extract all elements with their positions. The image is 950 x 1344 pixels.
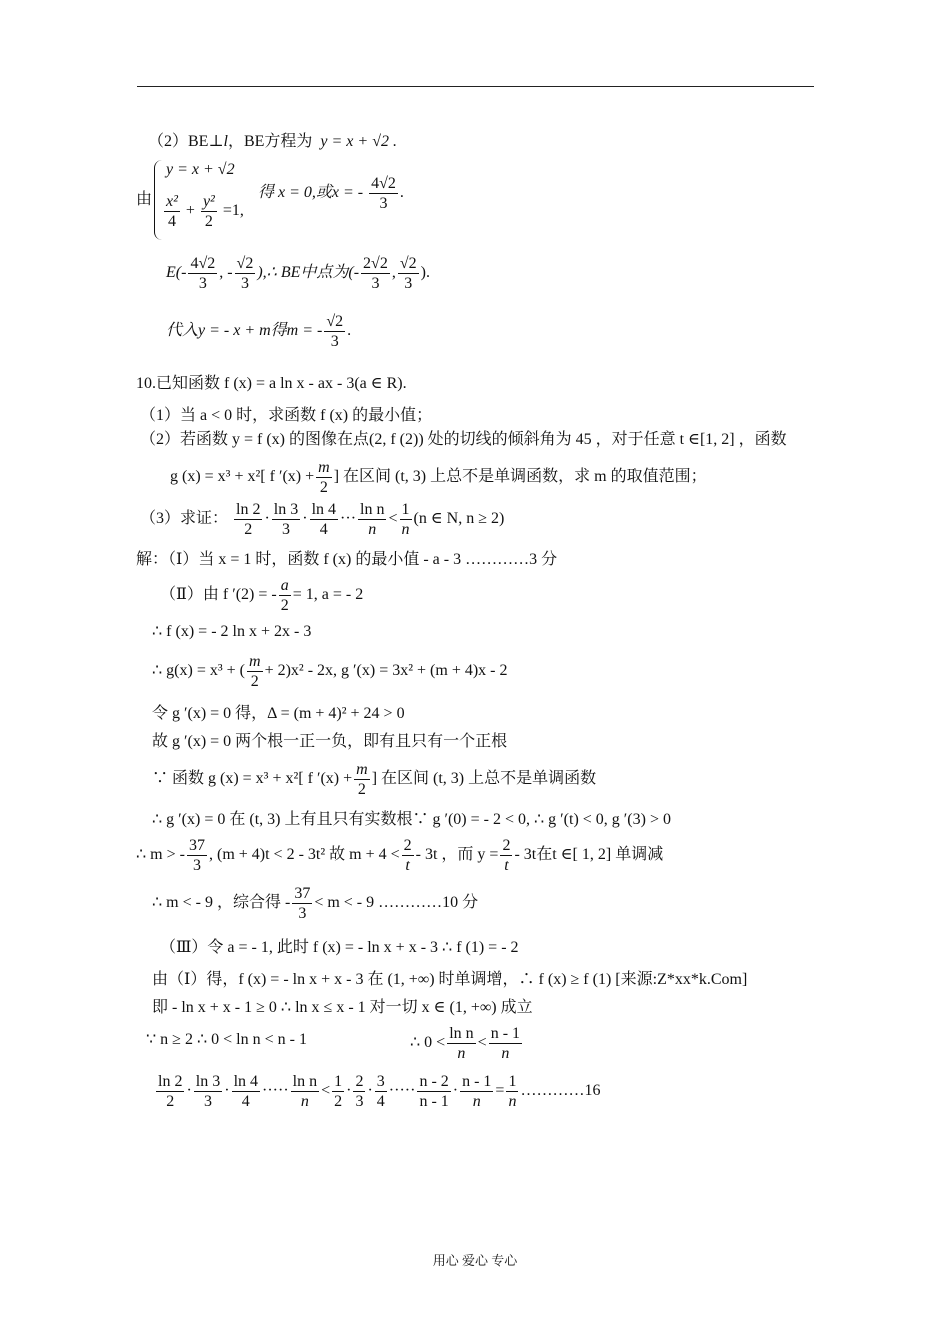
text-line: 故 g ′(x) = 0 两个根一正一负，即有且只有一个正根 [152, 733, 508, 750]
fraction: $\frac{2}{t}$ [403, 837, 412, 874]
fraction: $\frac{\text{ln n}}{n}$ [360, 501, 385, 538]
fraction: $\frac{37}{3}$ [188, 837, 205, 874]
formula-line: ∵ n ≥ 2 ∴ 0 < ln n < n - 1 [146, 1031, 307, 1048]
fraction: $\frac{m}{2}$ [249, 653, 261, 690]
system-eq-1 [166, 160, 235, 180]
problem-part-2-cont: g (x) = x³ + x²[ f ′(x) + $\frac{m}{2}$ ] 在区间 (t, 3) 上总不是单调函数，求 m 的取值范围； [170, 459, 707, 496]
fraction: $\frac{1}{n}$ [401, 501, 410, 538]
fraction: $\frac{n - 2}{n - 1}$ [419, 1073, 449, 1110]
text: 由 [136, 191, 153, 208]
fraction: $\frac{√2}{3}$ [399, 255, 417, 292]
formula-line: ∴ m > - $\frac{37}{3}$ , (m + 4)t < 2 - 3t² 故 m + 4 < $\frac{2}{t}$ - 3t ，而 y = $\frac{2}{t}$ - 3t在t ∈[ 1, 2] 单调减 [136, 837, 664, 874]
fraction: $\frac{3}{4}$ [376, 1073, 385, 1110]
formula-line: ∴ f (x) = - 2 ln x + 2x - 3 [152, 623, 312, 640]
formula: 得 x = 0,或x = - [258, 184, 364, 202]
fraction: $\frac{2√2}{3}$ [363, 255, 388, 292]
solution-part-2: （Ⅱ）由 f ′(2) = - $\frac{a}{2}$ = 1, a = - 2 [160, 577, 364, 614]
formula-line: ∴ m < - 9 ，综合得 - $\frac{37}{3}$ < m < - 9 …………10 分 [152, 885, 479, 922]
fraction: $\frac{√2}{3}$ [236, 255, 254, 292]
fraction: $\frac{4√2}{3}$ [371, 175, 396, 212]
text: + [185, 202, 195, 220]
final-inequality: $\frac{\ln 2}{2}$ · $\frac{\ln 3}{3}$ · $\frac{\ln 4}{4}$ ····· $\frac{\text{ln n}}{n}$ < $\frac{1}{2}$ · $\frac{2}{3}$ · $\frac{3}{4}$ ····· $\frac{n - 2}{n - 1}$ · $\frac{n - 1}{n}$ = $\frac{1}{n}$ …………16 [158, 1073, 601, 1110]
solution-part-1: 解：（Ⅰ）当 x = 1 时，函数 f (x) 的最小值 - a - 3 …………3 分 [136, 551, 558, 568]
formula: y = x + √2 . [320, 133, 397, 150]
text: ，BE方程为 [227, 133, 313, 150]
text: =1, [222, 202, 244, 220]
formula: y = x + √2 [166, 161, 235, 178]
fraction: $\frac{a}{2}$ [280, 577, 289, 614]
problem-part-2: （2）若函数 y = f (x) 的图像在点(2, f (2)) 处的切线的倾斜角为 45 ，对于任意 t ∈[1, 2] ，函数 [140, 431, 787, 448]
fraction: $\frac{\ln 4}{4}$ [311, 501, 337, 538]
formula-line: ∴ 0 < $\frac{\text{ln n}}{n}$ < $\frac{n - 1}{n}$ [410, 1025, 521, 1062]
fraction: $\frac{\text{y²}}{2}$ [202, 193, 215, 230]
formula-line: 令 g ′(x) = 0 得，Δ = (m + 4)² + 24 > 0 [152, 705, 405, 722]
solution-part-3: （Ⅲ）令 a = - 1, 此时 f (x) = - ln x + x - 3 ∴ f (1) = - 2 [160, 939, 519, 956]
formula-line: 由（Ⅰ）得，f (x) = - ln x + x - 3 在 (1, +∞) 时单调增，∴ f (x) ≥ f (1) [来源:Z*xx*k.Com] [152, 971, 748, 988]
formula-line: ∴ g ′(x) = 0 在 (t, 3) 上有且只有实数根∵ g ′(0) = - 2 < 0, ∴ g ′(t) < 0, g ′(3) > 0 [152, 811, 671, 828]
fraction: $\frac{\ln 2}{2}$ [236, 501, 261, 538]
formula-line: ∴ g(x) = x³ + ( $\frac{m}{2}$ + 2)x² - 2x, g ′(x) = 3x² + (m + 4)x - 2 [152, 653, 508, 690]
fraction: $\frac{1}{2}$ [334, 1073, 343, 1110]
fraction: $\frac{\ln 3}{3}$ [195, 1073, 221, 1110]
fraction: $\frac{1}{n}$ [508, 1073, 517, 1110]
fraction: $\frac{\text{ln n}}{n}$ [292, 1073, 318, 1110]
fraction: $\frac{\text{ln n}}{n}$ [449, 1025, 474, 1062]
page-footer: 用心 爱心 专心 [432, 1253, 518, 1268]
problem-part-1: （1）当 a < 0 时，求函数 f (x) 的最小值； [140, 407, 433, 424]
problem-10-title: 10.已知函数 f (x) = a ln x - ax - 3(a ∈ R). [136, 375, 407, 392]
system-eq-2 [162, 192, 244, 231]
fraction: $\frac{\ln 2}{2}$ [158, 1073, 183, 1110]
solution-x: 得 x = 0,或x = - $\frac{4√2}{3}$ . [258, 175, 404, 212]
text: l [223, 133, 228, 150]
point-e: E(- $\frac{4√2}{3}$ , - $\frac{√2}{3}$ ),∴ BE中点为(- $\frac{2√2}{3}$ , $\frac{√2}{3}$ ). [166, 255, 430, 292]
problem-part-3: （3）求证： $\frac{\ln 2}{2}$ · $\frac{\ln 3}{3}$ · $\frac{\ln 4}{4}$ ··· $\frac{\text{ln n}}{n}$ < $\frac{1}{n}$ (n ∈ N, n ≥ 2) [140, 501, 505, 538]
line-be-perp [148, 132, 397, 152]
fraction: $\frac{\text{x²}}{4}$ [166, 193, 178, 230]
substitute-line: 代入y = - x + m得m = - $\frac{√2}{3}$ . [166, 313, 352, 350]
fraction: $\frac{37}{3}$ [294, 885, 311, 922]
text: （2）BE⊥ [148, 133, 224, 150]
fraction: $\frac{2}{t}$ [502, 837, 511, 874]
fraction: $\frac{\ln 4}{4}$ [233, 1073, 259, 1110]
fraction: $\frac{n - 1}{n}$ [490, 1025, 521, 1062]
header-rule [137, 86, 814, 87]
formula-line: ∵ 函数 g (x) = x³ + x²[ f ′(x) + $\frac{m}{2}$ ] 在区间 (t, 3) 上总不是单调函数 [152, 761, 597, 798]
formula-line: 即 - ln x + x - 1 ≥ 0 ∴ ln x ≤ x - 1 对一切 x ∈ (1, +∞) 成立 [152, 999, 533, 1016]
fraction: $\frac{2}{3}$ [355, 1073, 364, 1110]
fraction: $\frac{\ln 3}{3}$ [273, 501, 299, 538]
fraction: $\frac{4√2}{3}$ [190, 255, 216, 292]
fraction: $\frac{m}{2}$ [318, 459, 330, 496]
fraction: $\frac{√2}{3}$ [326, 313, 344, 350]
fraction: $\frac{m}{2}$ [356, 761, 368, 798]
fraction: $\frac{n - 1}{n}$ [462, 1073, 492, 1110]
